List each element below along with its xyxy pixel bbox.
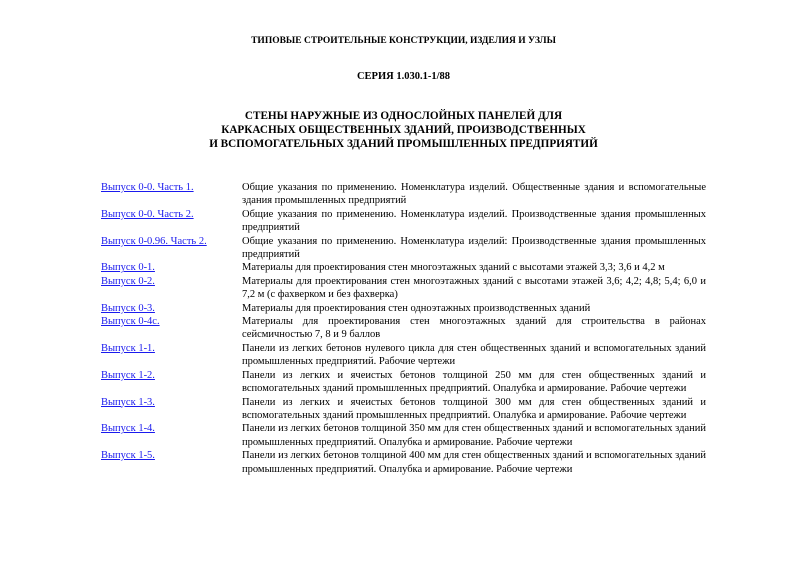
issue-link[interactable]: Выпуск 1-4. <box>101 423 155 435</box>
issues-list <box>101 181 706 476</box>
issue-description: Панели из легких бетонов нулевого цикла для стен общественных зданий и вспомогательных зданий промышленных предприятий. Рабочие чертежи <box>242 342 706 368</box>
issue-row <box>101 235 706 262</box>
title-line-1: СТЕНЫ НАРУЖНЫЕ ИЗ ОДНОСЛОЙНЫХ ПАНЕЛЕЙ ДЛЯ <box>244 110 563 122</box>
issue-link[interactable]: Выпуск 0-0.96. Часть 2. <box>101 235 207 247</box>
issue-row <box>101 342 706 369</box>
issue-description: Панели из легких и ячеистых бетонов толщиной 250 мм для стен общественных зданий и вспомогательных зданий промышленных предприятий. Опалубка и армирование. Рабочие чертежи <box>242 369 706 395</box>
issue-description: Материалы для проектирования стен многоэтажных зданий с высотами этажей 3,6; 4,2; 4,8; 5,4; 6,0 и 7,2 м (с фахверком и без фахверка) <box>242 275 706 301</box>
document-title <box>0 109 807 151</box>
issue-link[interactable]: Выпуск 0-4с. <box>101 316 160 328</box>
issue-link[interactable]: Выпуск 1-1. <box>101 342 155 354</box>
issue-row <box>101 396 706 423</box>
issue-row <box>101 181 706 208</box>
issue-row <box>101 275 706 302</box>
issue-link[interactable]: Выпуск 1-5. <box>101 450 155 462</box>
issue-description: Панели из легких бетонов толщиной 400 мм для стен общественных зданий и вспомогательных зданий промышленных предприятий. Опалубка и армирование. Рабочие чертежи <box>242 450 706 475</box>
issue-description: Материалы для проектирования стен многоэтажных зданий для строительства в районах сейсмичностью 7, 8 и 9 баллов <box>242 316 706 341</box>
issue-row <box>101 422 706 449</box>
category-heading: ТИПОВЫЕ СТРОИТЕЛЬНЫЕ КОНСТРУКЦИИ, ИЗДЕЛИЯ И УЗЛЫ <box>251 36 556 46</box>
issue-link[interactable]: Выпуск 0-3. <box>101 302 155 314</box>
issue-link[interactable]: Выпуск 0-0. Часть 2. <box>101 208 194 220</box>
issue-row <box>101 302 706 315</box>
issue-description: Материалы для проектирования стен одноэтажных производственных зданий <box>242 302 591 314</box>
issue-link[interactable]: Выпуск 0-0. Часть 1. <box>101 182 194 193</box>
issue-description: Панели из легких и ячеистых бетонов толщиной 300 мм для стен общественных зданий и вспомогательных зданий промышленных предприятий. Опалубка и армирование. Рабочие чертежи <box>242 396 706 421</box>
issue-row <box>101 315 706 342</box>
issue-description: Общие указания по применению. Номенклатура изделий. Производственные здания промышленных предприятий <box>242 208 706 234</box>
issue-link[interactable]: Выпуск 1-2. <box>101 369 155 381</box>
issue-row <box>101 261 706 274</box>
issue-description: Общие указания по применению. Номенклатура изделий. Общественные здания и вспомогательные здания промышленных предприятий <box>242 182 706 207</box>
issue-row <box>101 208 706 235</box>
issue-row <box>101 369 706 396</box>
issue-description: Материалы для проектирования стен многоэтажных зданий с высотами этажей 3,3; 3,6 и 4,2 м <box>242 262 665 274</box>
issue-link[interactable]: Выпуск 1-3. <box>101 396 155 408</box>
issue-description: Общие указания по применению. Номенклатура изделий: Производственные здания промышленных предприятий <box>242 235 706 261</box>
title-line-3: И ВСПОМОГАТЕЛЬНЫХ ЗДАНИЙ ПРОМЫШЛЕННЫХ ПРЕДПРИЯТИЙ <box>209 138 598 150</box>
issue-description: Панели из легких бетонов толщиной 350 мм для стен общественных зданий и вспомогательных зданий промышленных предприятий. Опалубка и армирование. Рабочие чертежи <box>242 423 706 448</box>
title-line-2: КАРКАСНЫХ ОБЩЕСТВЕННЫХ ЗДАНИЙ, ПРОИЗВОДСТВЕННЫХ <box>221 124 586 136</box>
series-code: СЕРИЯ 1.030.1-1/88 <box>356 71 451 82</box>
issue-link[interactable]: Выпуск 0-2. <box>101 275 155 287</box>
issue-row <box>101 449 706 476</box>
issue-link[interactable]: Выпуск 0-1. <box>101 262 155 274</box>
